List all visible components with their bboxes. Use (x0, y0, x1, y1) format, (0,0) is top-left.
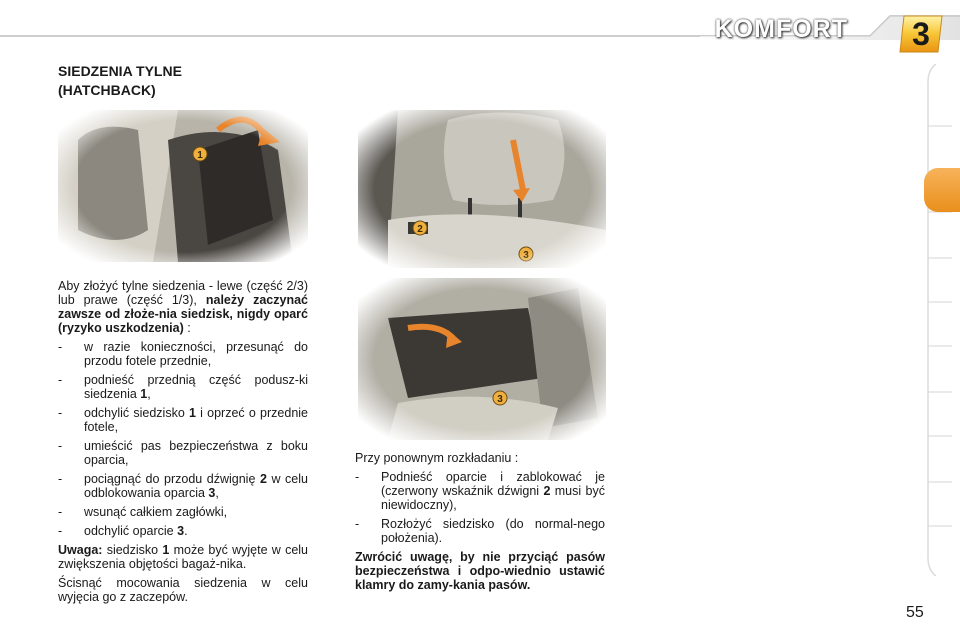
left-text-column (58, 279, 308, 609)
section-title: SIEDZENIA TYLNE (HATCHBACK) (58, 63, 182, 98)
photo-seat-cushion (58, 110, 308, 262)
list-item: - umieścić pas bezpieczeństwa z boku oparcia, (58, 439, 308, 467)
warning-paragraph: Zwrócić uwagę, by nie przyciąć pasów bezpieczeństwa i odpo-wiednio ustawić klamry do zamy-kania pasów. (355, 550, 605, 592)
list-item: - Rozłożyć siedzisko (do normal-nego położenia). (355, 517, 605, 545)
list-item: - odchylić oparcie 3. (58, 524, 188, 538)
photo-backrest-lever (358, 110, 606, 268)
chapter-tabs (926, 64, 960, 576)
note-paragraph: Uwaga: siedzisko 1 może być wyjęte w celu zwiększenia objętości bagaż-nika. (58, 543, 308, 571)
chapter-number: 3 (912, 16, 930, 52)
note2-paragraph: Ścisnąć mocowania siedzenia w celu wyjęcia go z zaczepów. (58, 576, 308, 604)
list-item: - odchylić siedzisko 1 i oprzeć o przednie fotele, (58, 406, 308, 434)
chapter-title: KOMFORT (714, 15, 848, 43)
right-text-column (355, 451, 605, 597)
photo-folded-backrest (358, 278, 606, 440)
active-chapter-tab[interactable] (924, 168, 960, 212)
list-item: - pociągnąć do przodu dźwignię 2 w celu odblokowania oparcia 3, (58, 472, 308, 500)
list-item: - Podnieść oparcie i zablokować je (czerwony wskaźnik dźwigni 2 musi być niewidoczny), (355, 470, 605, 512)
list-item: - wsunąć całkiem zagłówki, (58, 505, 228, 519)
intro-paragraph: Aby złożyć tylne siedzenia - lewe (część 2/3) lub prawe (część 1/3), należy zaczynać zawsze od złoże-nia siedzisk, nigdy oparć (ryzyko uszkodzenia) : (58, 279, 308, 335)
reassembly-intro: Przy ponownym rozkładaniu : (355, 451, 519, 465)
page-number: 55 (906, 604, 924, 621)
list-item: - w razie konieczności, przesunąć do przodu fotele przednie, (58, 340, 308, 368)
list-item: - podnieść przednią część podusz-ki siedzenia 1, (58, 373, 308, 401)
